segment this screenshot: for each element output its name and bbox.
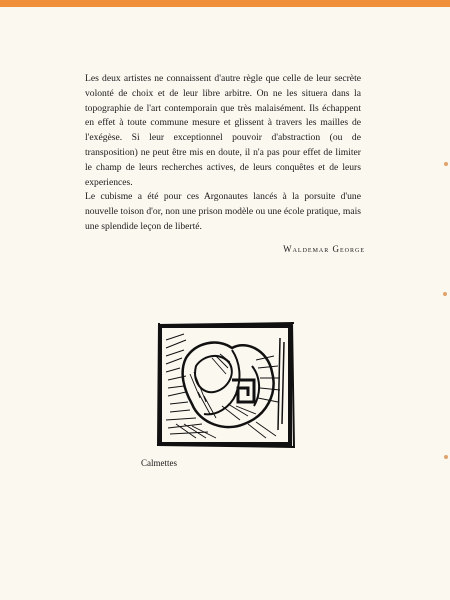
margin-mark	[444, 162, 448, 166]
margin-mark	[444, 455, 448, 459]
artwork-caption: Calmettes	[141, 458, 177, 468]
paragraph-2: Le cubisme a été pour ces Argonautes lancés à la porsuite d'une nouvelle toison d'or, non une prison modèle ou une école pratique, mais une splendide leçon de liberté.	[85, 191, 361, 232]
author-signature: Waldemar George	[283, 244, 365, 254]
cubist-drawing	[156, 320, 296, 450]
essay-text	[85, 72, 361, 235]
paragraph-1: Les deux artistes ne connaissent d'autre règle que celle de leur secrète volonté de choix et de leur libre arbitre. On ne les situera dans la topographie de l'art contemporain que très malaisément. Ils échappent en effet à toute commune mesure et glissent à travers les mailles de l'exégèse. Si leur exceptionnel pouvoir d'abstraction (ou de transposition) ne peut être mis en doute, il n'a pas pour effet de limiter le champ de leurs recherches actives, de leurs conquêtes et de leurs experiences.	[85, 73, 361, 188]
margin-mark	[443, 292, 447, 296]
orange-top-strip	[0, 0, 450, 7]
